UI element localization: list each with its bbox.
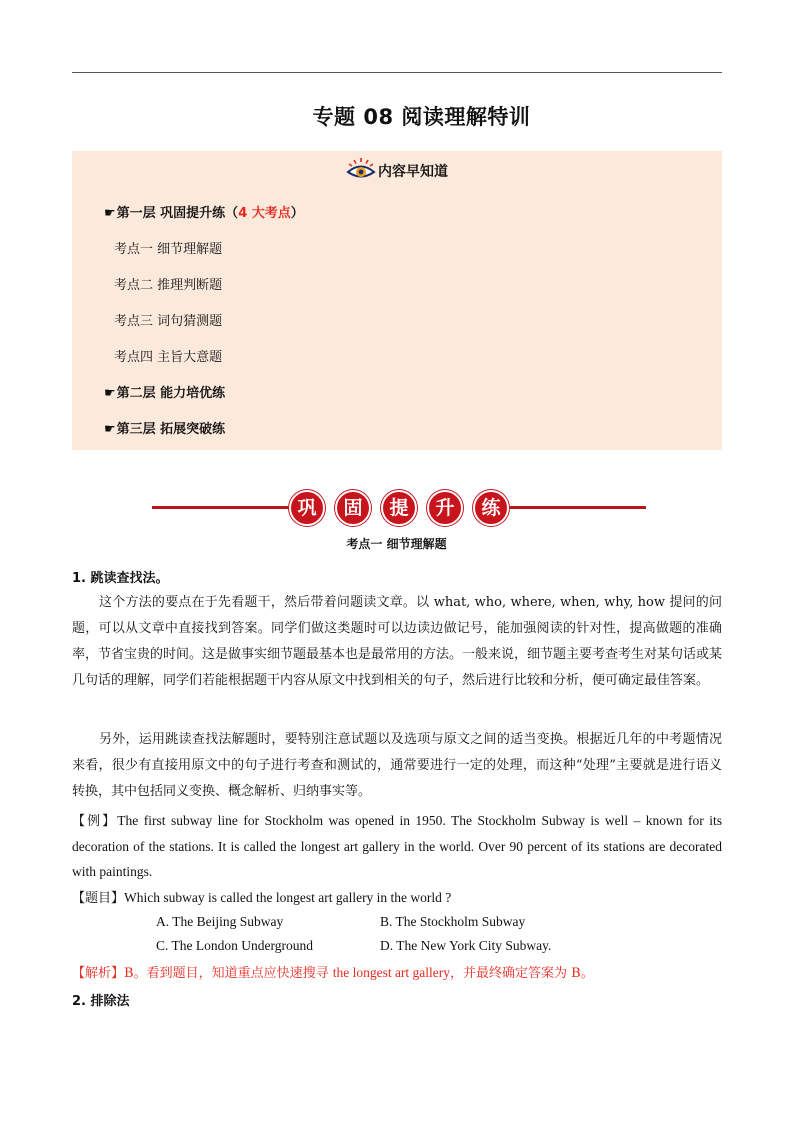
- banner-char: 练: [473, 490, 509, 526]
- level-1-count: 4 大考点: [238, 206, 291, 221]
- point-3-item: 考点三 词句猜测题: [114, 314, 223, 329]
- header-rule: [72, 72, 722, 73]
- pointing-hand-icon: ☛: [104, 206, 116, 221]
- method-1-paragraph-2: 另外，运用跳读查找法解题时，要特别注意试题以及选项与原文之间的适当变换。根据近几年的中考题情况来看，很少有直接用原文中的句子进行考查和测试的，通常要进行一定的处理，而这种“处理”主要就是进行语义转换，其中包括同义变换、概念解析、归纳事实等。: [72, 732, 722, 799]
- level-3-item: [104, 418, 225, 437]
- banner-line-right: [506, 506, 646, 509]
- point-1-item: 考点一 细节理解题: [114, 242, 223, 257]
- analysis-text-en: the longest art gallery: [332, 965, 451, 980]
- example-text: The first subway line for Stockholm was opened in 1950. The Stockholm Subway is well – known for its decoration of the stations. It is called the longest art gallery in the world. Over 90 percent of its stations are decorated with paintings.: [72, 813, 722, 879]
- analysis-line: [72, 962, 722, 981]
- banner-char: 固: [335, 490, 371, 526]
- eye-icon: [346, 157, 376, 185]
- level-2-label: 第二层 能力培优练: [116, 386, 226, 401]
- analysis-label: 【解析】: [72, 966, 125, 981]
- method-1-heading: 1. 跳读查找法。: [72, 571, 169, 586]
- question-label: 【题目】: [72, 891, 125, 906]
- pointing-hand-icon: ☛: [104, 422, 116, 437]
- overview-heading: [72, 157, 722, 185]
- analysis-text-2: ，并最终确定答案为 B。: [450, 966, 594, 981]
- banner-char: 巩: [289, 490, 325, 526]
- section-title: 考点一 细节理解题: [346, 537, 447, 551]
- point-4-item: 考点四 主旨大意题: [114, 350, 223, 365]
- banner-char: 升: [427, 490, 463, 526]
- question-line: [72, 887, 722, 906]
- level-2-item: [104, 382, 225, 401]
- level-1-close: ）: [290, 206, 304, 221]
- overview-title: 内容早知道: [378, 164, 448, 180]
- question-text: Which subway is called the longest art gallery in the world ?: [124, 890, 452, 905]
- option-b: B. The Stockholm Subway: [380, 914, 526, 929]
- banner-chars: [289, 490, 509, 526]
- option-c: C. The London Underground: [156, 938, 313, 953]
- option-d: D. The New York City Subway.: [380, 938, 552, 953]
- method-1-paragraph-1: 这个方法的要点在于先看题干，然后带着问题读文章。以 what, who, where, when, why, how 提问的问题，可以从文章中直接找到答案。同学们做这类题时可以边读边做记号，能加强阅读的针对性，提高做题的准确率，节省宝贵的时间。这是做事实细节题最基本也是最常用的方法。一般来说，细节题主要考查考生对某句话或某几句话的理解，同学们若能根据题干内容从原文中找到相关的句子，然后进行比较和分析，便可确定最佳答案。: [72, 595, 723, 688]
- example-label: 【例】: [72, 814, 118, 829]
- example-block: [72, 808, 722, 884]
- option-a: A. The Beijing Subway: [156, 914, 284, 929]
- level-3-label: 第三层 拓展突破练: [116, 422, 226, 437]
- overview-box: [72, 151, 722, 450]
- point-2-item: 考点二 推理判断题: [114, 278, 223, 293]
- analysis-text-1: B。看到题目，知道重点应快速搜寻: [124, 966, 333, 981]
- level-1-label: 第一层 巩固提升练（: [116, 206, 239, 221]
- document-title: 专题 08 阅读理解特训: [312, 105, 531, 129]
- level-1-item: [104, 202, 304, 221]
- method-2-heading: 2. 排除法: [72, 994, 130, 1009]
- banner-line-left: [152, 506, 292, 509]
- pointing-hand-icon: ☛: [104, 386, 116, 401]
- section-banner: [152, 490, 646, 526]
- banner-char: 提: [381, 490, 417, 526]
